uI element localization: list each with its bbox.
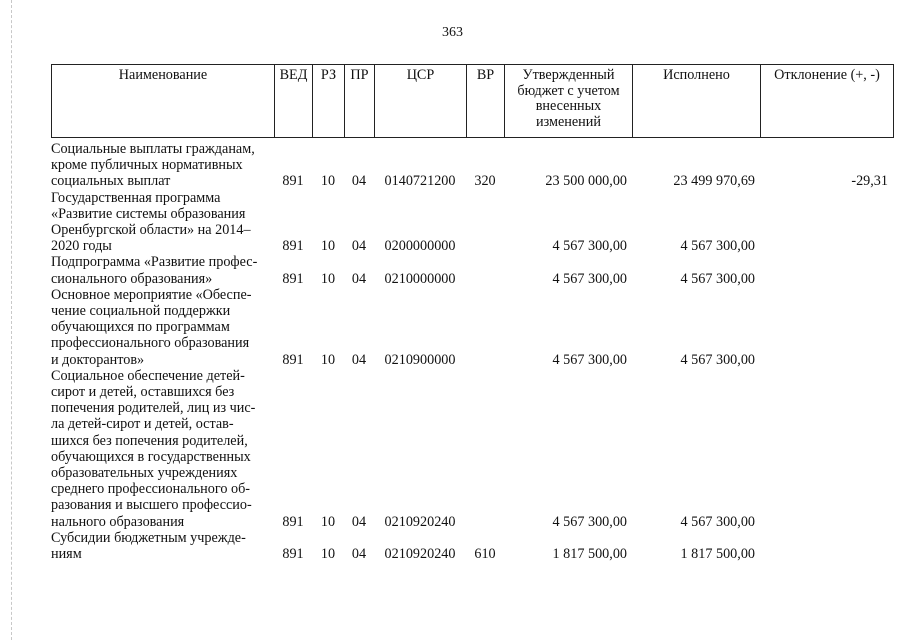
table-row — [51, 190, 893, 255]
row-pr: 04 — [351, 173, 367, 190]
column-header-name: Наименование — [52, 65, 275, 138]
row-name: Социальные выплаты гражданам, кроме публичных нормативных социальных выплат — [51, 141, 255, 190]
row-ved: 891 — [282, 351, 304, 368]
column-header-budget: Утвержденный бюджет с учетом внесенных изменений — [505, 65, 633, 138]
row-done: 4 567 300,00 — [680, 270, 755, 287]
row-ved: 891 — [282, 513, 304, 530]
column-header-vr: ВР — [467, 65, 505, 138]
row-budget: 4 567 300,00 — [552, 351, 627, 368]
row-budget: 4 567 300,00 — [552, 238, 627, 255]
row-ved: 891 — [282, 173, 304, 190]
row-pr: 04 — [351, 513, 367, 530]
row-done: 4 567 300,00 — [680, 513, 755, 530]
row-csr: 0140721200 — [384, 173, 456, 190]
row-name: Основное мероприятие «Обеспе- чение социальной поддержки обучающихся по программам профессионального образования и докторантов» — [51, 286, 252, 368]
row-budget: 4 567 300,00 — [552, 513, 627, 530]
row-done: 4 567 300,00 — [680, 351, 755, 368]
column-header-rz: РЗ — [313, 65, 345, 138]
row-rz: 10 — [320, 513, 336, 530]
row-ved: 891 — [282, 546, 304, 563]
row-name: Государственная программа «Развитие системы образования Оренбургской области» на 2014– 2020 годы — [51, 189, 251, 255]
row-rz: 10 — [320, 351, 336, 368]
row-ved: 891 — [282, 270, 304, 287]
row-pr: 04 — [351, 546, 367, 563]
table-row — [51, 141, 893, 190]
row-name: Подпрограмма «Развитие профес- сионального образования» — [51, 254, 258, 287]
column-header-ved: ВЕД — [275, 65, 313, 138]
table-row — [51, 368, 893, 530]
row-rz: 10 — [320, 173, 336, 190]
row-pr: 04 — [351, 238, 367, 255]
row-ved: 891 — [282, 238, 304, 255]
row-pr: 04 — [351, 351, 367, 368]
row-done: 4 567 300,00 — [680, 238, 755, 255]
row-name: Социальное обеспечение детей- сирот и детей, оставшихся без попечения родителей, лиц из чис- ла детей-сирот и детей, остав- шихся без попечения родителей, обучающихся в государственных образовательных учреждениях среднего профессионального об- разования и высшего профессио- нального образования — [51, 367, 256, 530]
page-number: 363 — [442, 25, 463, 40]
row-pr: 04 — [351, 270, 367, 287]
row-deviation: -29,31 — [851, 173, 888, 190]
row-name: Субсидии бюджетным учрежде- ниям — [51, 529, 246, 563]
row-done: 1 817 500,00 — [680, 546, 755, 563]
column-header-done: Исполнено — [633, 65, 761, 138]
row-rz: 10 — [320, 546, 336, 563]
row-csr: 0210920240 — [384, 513, 456, 530]
row-rz: 10 — [320, 270, 336, 287]
row-budget: 23 500 000,00 — [545, 173, 627, 190]
table-row — [51, 287, 893, 368]
column-header-csr: ЦСР — [375, 65, 467, 138]
row-csr: 0210900000 — [384, 351, 456, 368]
table-body — [51, 141, 893, 562]
table-row — [51, 530, 893, 562]
row-rz: 10 — [320, 238, 336, 255]
row-budget: 4 567 300,00 — [552, 270, 627, 287]
row-done: 23 499 970,69 — [673, 173, 755, 190]
row-csr: 0210000000 — [384, 270, 456, 287]
row-vr: 320 — [474, 173, 496, 190]
row-budget: 1 817 500,00 — [552, 546, 627, 563]
page-margin-line — [11, 0, 12, 640]
column-header-deviation: Отклонение (+, -) — [761, 65, 894, 138]
row-vr: 610 — [474, 546, 496, 563]
column-header-pr: ПР — [345, 65, 375, 138]
row-csr: 0210920240 — [384, 546, 456, 563]
row-csr: 0200000000 — [384, 238, 456, 255]
table-header — [51, 64, 894, 138]
table-row — [51, 254, 893, 286]
